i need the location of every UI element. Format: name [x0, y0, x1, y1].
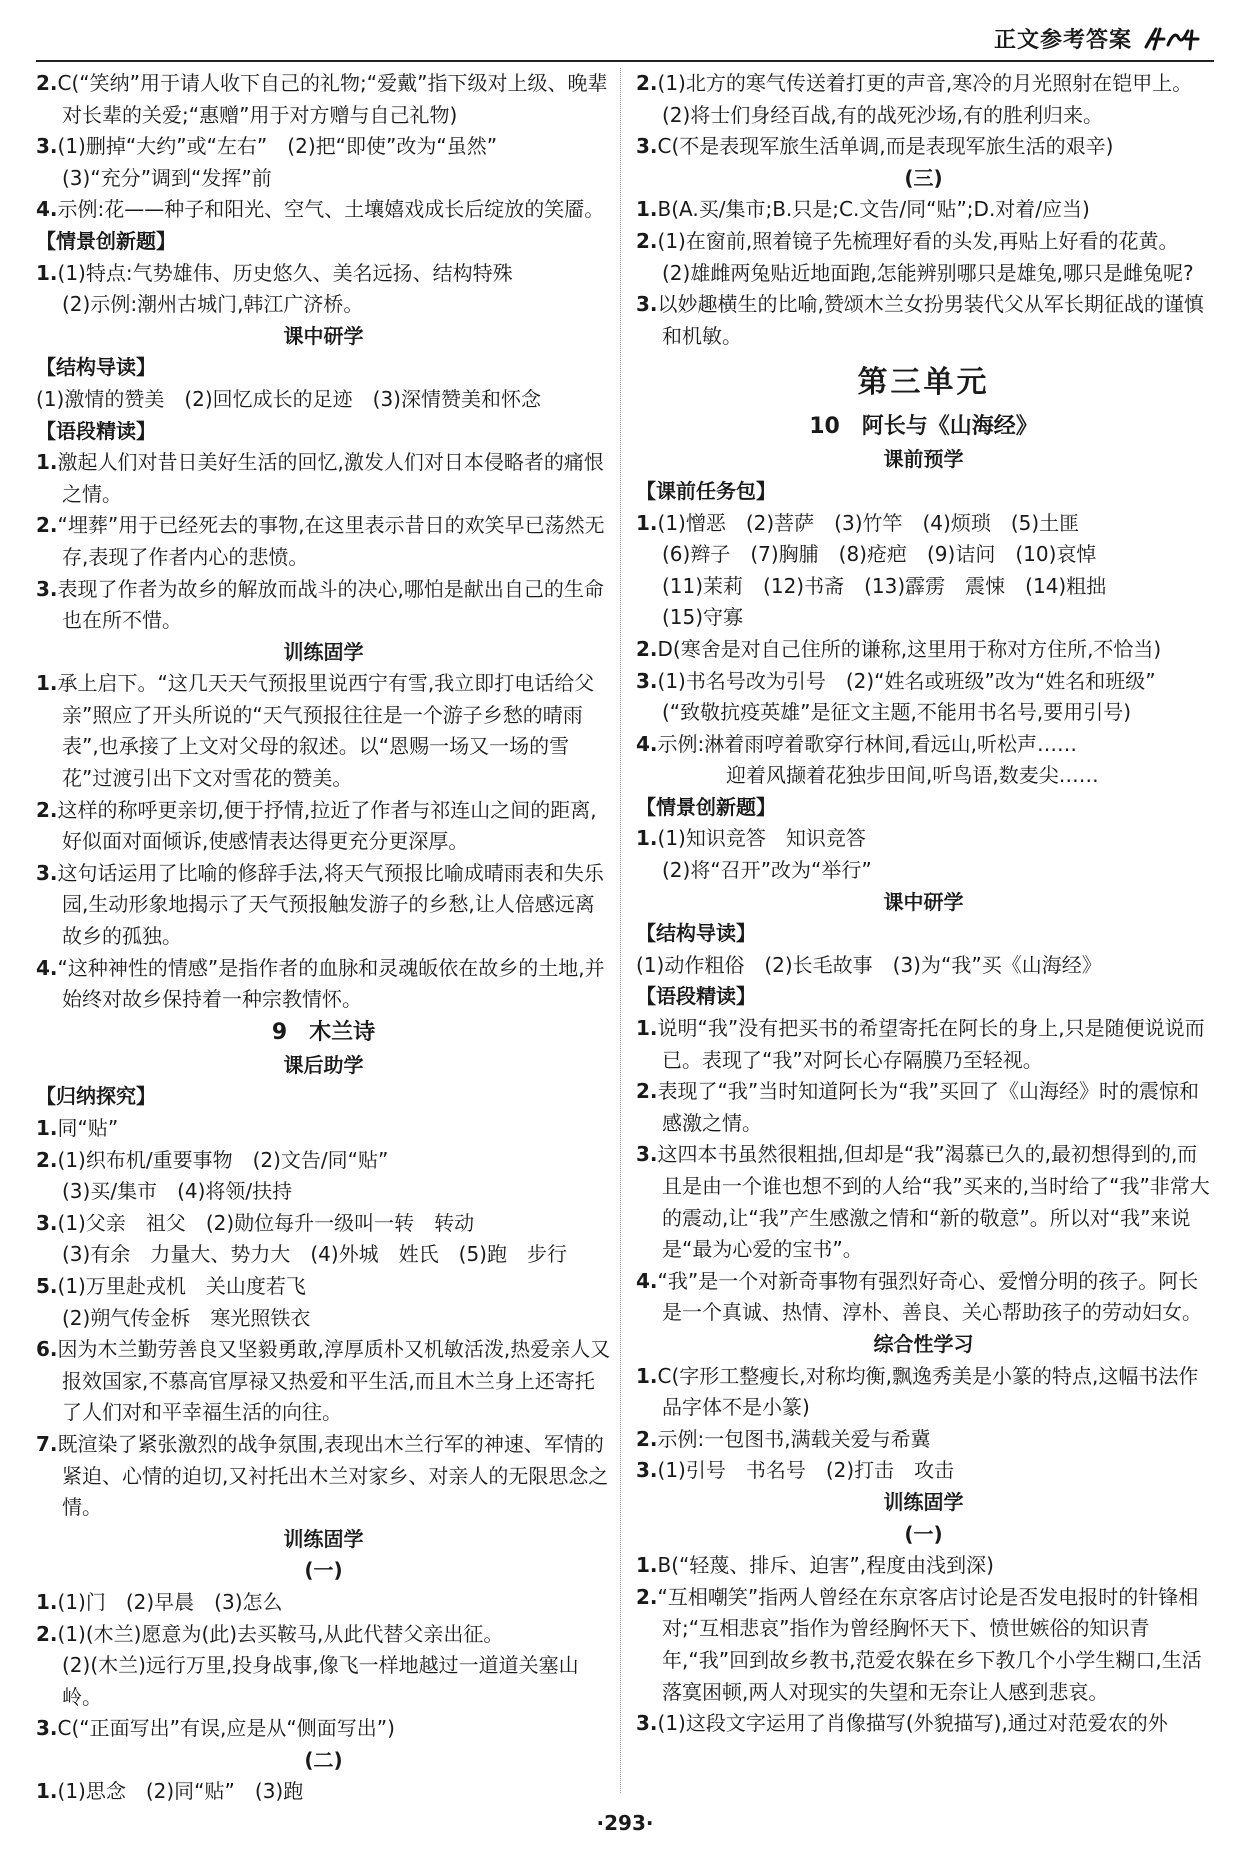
answer-item: 1.激起人们对昔日美好生活的回忆,激发人们对日本侵略者的痛恨之情。 — [36, 450, 604, 506]
answer-item: 3.(1)书名号改为引号 (2)“姓名或班级”改为“姓名和班级” — [636, 668, 1156, 693]
subsection-title: 课中研学 — [283, 323, 364, 348]
answer-item: 3.以妙趣横生的比喻,赞颂木兰女扮男装代父从军长期征战的谨慎和机敏。 — [636, 292, 1204, 348]
section-heading: 【结构导读】 — [636, 921, 756, 946]
answer-line: (1)动作粗俗 (2)长毛故事 (3)为“我”买《山海经》 — [636, 952, 1102, 977]
answer-item: 1.承上启下。“这几天天气预报里说西宁有雪,我立即打电话给父亲”照应了开头所说的“天气预报往往是一个游子乡愁的晴雨表”,也承接了上文对父母的叙述。以“恩赐一场又一场的雪花”过渡引出下文对雪花的赞美。 — [36, 671, 595, 791]
subsection-title: 训练固学 — [883, 1489, 964, 1514]
section-heading: 【情景创新题】 — [36, 228, 176, 253]
answer-subline: (2)将士们身经百战,有的战死沙场,有的胜利归来。 — [662, 102, 1104, 127]
answer-item: 2.“埋葬”用于已经死去的事物,在这里表示昔日的欢笑早已荡然无存,表现了作者内心的悲愤。 — [36, 513, 605, 569]
answer-item: 3.表现了作者为故乡的解放而战斗的决心,哪怕是献出自己的生命也在所不惜。 — [36, 576, 604, 633]
answer-item: 6.因为木兰勤劳善良又坚毅勇敢,淳厚质朴又机敏活泼,热爱亲人又报效国家,不慕高官厚禄又热爱和平生活,而且木兰身上还寄托了人们对和平幸福生活的向往。 — [36, 1337, 611, 1425]
answer-subline: (3)“充分”调到“发挥”前 — [62, 165, 272, 190]
answer-subline: (6)辫子 (7)胸脯 (8)疮疤 (9)诘问 (10)哀悼 — [662, 542, 1097, 567]
answer-item: 1.(1)特点:气势雄伟、历史悠久、美名远扬、结构特殊 — [36, 260, 513, 285]
answer-item: 4.“这种神性的情感”是指作者的血脉和灵魂皈依在故乡的土地,并始终对故乡保持着一种宗教情怀。 — [36, 955, 605, 1012]
answer-item: 1.(1)思念 (2)同“贴” (3)跑 — [36, 1779, 304, 1804]
answer-item: 2.(1)北方的寒气传送着打更的声音,寒冷的月光照射在铠甲上。 — [636, 71, 1193, 95]
right-column — [636, 68, 1211, 1740]
answer-item: 7.既渲染了紧张激烈的战争氛围,表现出木兰行军的神速、军情的紧迫、心情的迫切,又衬托出木兰对家乡、对亲人的无限思念之情。 — [36, 1431, 609, 1520]
answer-subline: (15)守寡 — [662, 605, 744, 630]
section-heading: 【情景创新题】 — [636, 794, 776, 819]
answer-item: 3.(1)父亲 祖父 (2)勋位每升一级叫一转 转动 — [36, 1210, 475, 1235]
answer-subline: (2)(木兰)远行万里,投身战事,像飞一样地越过一道道关塞山岭。 — [62, 1653, 579, 1709]
subsection-title: 训练固学 — [283, 639, 364, 664]
section-heading: 【语段精读】 — [36, 418, 156, 443]
handwritten-logo-icon — [1142, 23, 1202, 53]
answer-item: 2.示例:一包图书,满载关爱与希冀 — [636, 1426, 931, 1451]
answer-item: 3.(1)删掉“大约”或“左右” (2)把“即使”改为“虽然” — [36, 134, 498, 159]
answer-item: 2.表现了“我”当时知道阿长为“我”买回了《山海经》时的震惊和感激之情。 — [636, 1079, 1199, 1135]
subsection-title: 课后助学 — [283, 1052, 364, 1077]
lesson-title: 9 木兰诗 — [271, 1019, 376, 1045]
answer-item: 3.这句话运用了比喻的修辞手法,将天气预报比喻成晴雨表和失乐园,生动形象地揭示了天气预报触发游子的乡愁,让人倍感远离故乡的孤独。 — [36, 860, 604, 949]
section-heading: 【结构导读】 — [36, 355, 156, 380]
header-rule — [36, 60, 1214, 62]
section-heading: 【语段精读】 — [636, 984, 756, 1009]
answer-item: 2.(1)织布机/重要事物 (2)文告/同“贴” — [36, 1147, 389, 1172]
part-label: (三) — [904, 165, 943, 190]
part-label: (一) — [304, 1558, 343, 1583]
answer-item: 1.同“贴” — [36, 1116, 119, 1140]
answer-item: 1.B(“轻蔑、排斥、迫害”,程度由浅到深) — [636, 1553, 994, 1578]
answer-item: 4.示例:花——种子和阳光、空气、土壤嬉戏成长后绽放的笑靥。 — [36, 197, 605, 222]
answer-item: 4.示例:淋着雨哼着歌穿行林间,看远山,听松声…… — [636, 731, 1077, 756]
answer-item: 3.C(不是表现军旅生活单调,而是表现军旅生活的艰辛) — [636, 134, 1114, 159]
answer-item: 3.C(“正面写出”有误,应是从“侧面写出”) — [36, 1716, 395, 1741]
answer-subline: (3)买/集市 (4)将领/扶持 — [62, 1179, 293, 1204]
unit-title: 第三单元 — [857, 365, 990, 401]
part-label: (一) — [904, 1521, 943, 1546]
subsection-title: 训练固学 — [283, 1526, 364, 1551]
lesson-title: 10 阿长与《山海经》 — [809, 414, 1038, 440]
answer-subline: (3)有余 力量大、势力大 (4)外城 姓氏 (5)跑 步行 — [62, 1242, 567, 1267]
subsection-title: 课中研学 — [883, 889, 964, 914]
answer-item: 5.(1)万里赴戎机 关山度若飞 — [36, 1273, 306, 1298]
answer-subline: (11)茉莉 (12)书斋 (13)霹雳 震悚 (14)粗拙 — [662, 573, 1107, 598]
left-column — [36, 68, 611, 1808]
answer-item: 1.C(字形工整瘦长,对称均衡,飘逸秀美是小篆的特点,这幅书法作品字体不是小篆) — [636, 1363, 1199, 1420]
answer-item: 2.C(“笑纳”用于请人收下自己的礼物;“爱戴”指下级对上级、晚辈对长辈的关爱;“惠赠”用于对方赠与自己礼物) — [36, 71, 608, 127]
answer-subline: (2)将“召开”改为“举行” — [662, 858, 872, 883]
answer-subline: (2)示例:潮州古城门,韩江广济桥。 — [62, 292, 364, 317]
answer-item: 2.这样的称呼更亲切,便于抒情,拉近了作者与祁连山之间的距离,好似面对面倾诉,使感情表达得更充分更深厚。 — [36, 797, 597, 854]
answer-item: 4.“我”是一个对新奇事物有强烈好奇心、爱憎分明的孩子。阿长是一个真诚、热情、淳朴、善良、关心帮助孩子的劳动妇女。 — [636, 1268, 1202, 1325]
answer-item: 1.说明“我”没有把买书的希望寄托在阿长的身上,只是随便说说而已。表现了“我”对阿长心存隔膜乃至轻视。 — [636, 1016, 1205, 1072]
answer-item: 1.B(A.买/集市;B.只是;C.文告/同“贴”;D.对着/应当) — [636, 197, 1090, 222]
page-number: ·293· — [596, 1811, 654, 1835]
answer-item: 1.(1)门 (2)早晨 (3)怎么 — [36, 1589, 283, 1614]
answer-subline: (“致敬抗疫英雄”是征文主题,不能用书名号,要用引号) — [662, 700, 1132, 725]
answer-subline: 迎着风撷着花独步田间,听鸟语,数麦尖…… — [726, 763, 1099, 788]
column-divider — [620, 68, 621, 1793]
answer-item: 1.(1)憎恶 (2)菩萨 (3)竹竿 (4)烦琐 (5)土匪 — [636, 510, 1080, 535]
page-header — [994, 16, 1202, 60]
answer-item: 3.(1)这段文字运用了肖像描写(外貌描写),通过对范爱农的外 — [636, 1711, 1168, 1736]
answer-item: 2.D(寒舍是对自己住所的谦称,这里用于称对方住所,不恰当) — [636, 636, 1162, 661]
answer-subline: (2)朔气传金柝 寒光照铁衣 — [62, 1305, 311, 1330]
answer-item: 2.“互相嘲笑”指两人曾经在东京客店讨论是否发电报时的针锋相对;“互相悲哀”指作为曾经胸怀天下、愤世嫉俗的知识青年,“我”回到故乡教书,范爱农躲在乡下教几个小学生糊口,生活落寞困顿,两人对现实的失望和无奈让人感到悲哀。 — [636, 1584, 1202, 1704]
header-title: 正文参考答案 — [993, 27, 1132, 53]
subsection-title: 综合性学习 — [873, 1331, 974, 1356]
answer-subline: (2)雄雌两兔贴近地面跑,怎能辨别哪只是雄兔,哪只是雌兔呢? — [662, 260, 1194, 285]
answer-item: 2.(1)(木兰)愿意为(此)去买鞍马,从此代替父亲出征。 — [36, 1621, 504, 1646]
subsection-title: 课前预学 — [883, 447, 964, 472]
answer-line: (1)激情的赞美 (2)回忆成长的足迹 (3)深情赞美和怀念 — [36, 386, 541, 411]
section-heading: 【课前任务包】 — [636, 478, 776, 503]
answer-item: 3.(1)引号 书名号 (2)打击 攻击 — [636, 1458, 955, 1483]
answer-item: 1.(1)知识竞答 知识竞答 — [636, 826, 866, 851]
section-heading: 【归纳探究】 — [36, 1084, 156, 1109]
answer-item: 2.(1)在窗前,照着镜子先梳理好看的头发,再贴上好看的花黄。 — [636, 228, 1179, 253]
part-label: (二) — [304, 1747, 343, 1772]
answer-item: 3.这四本书虽然很粗拙,但却是“我”渴慕已久的,最初想得到的,而且是由一个谁也想不到的人给“我”买来的,当时给了“我”非常大的震动,让“我”产生感激之情和“新的敬意”。所以对“我”来说是“最为心爱的宝书”。 — [636, 1142, 1210, 1262]
